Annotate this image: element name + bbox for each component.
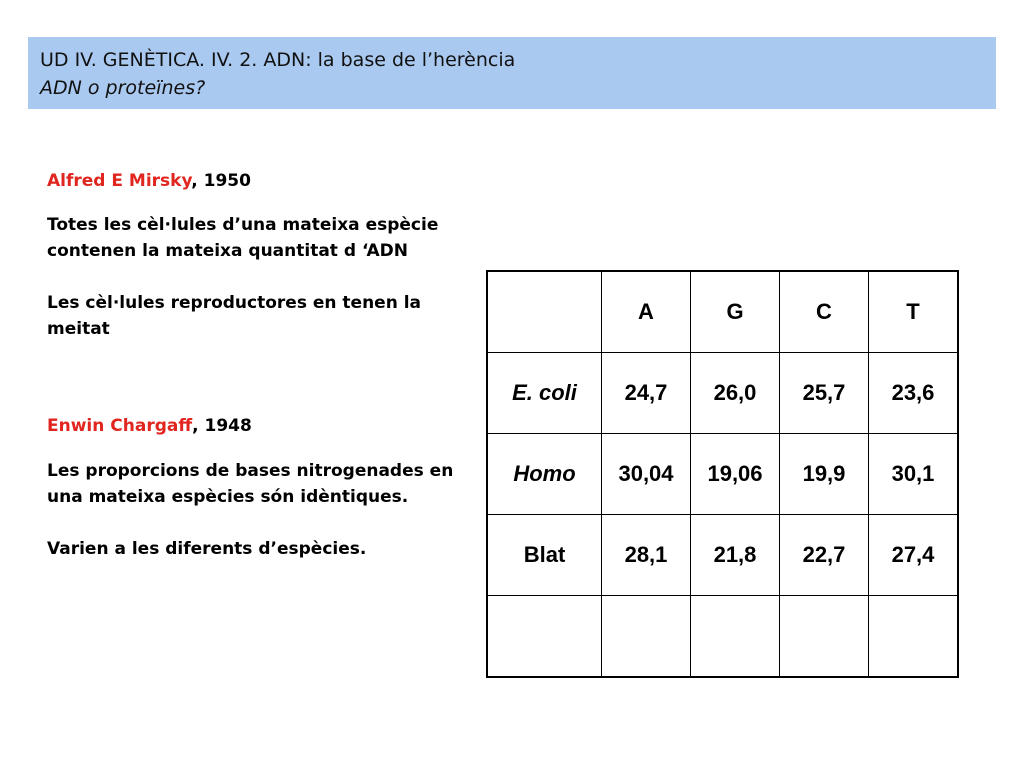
- header-cell-c: C: [780, 271, 869, 353]
- header-cell-t: T: [869, 271, 959, 353]
- table-cell: 19,06: [691, 434, 780, 515]
- table-cell: 26,0: [691, 353, 780, 434]
- slide-title: UD IV. GENÈTICA. IV. 2. ADN: la base de l’herència: [40, 49, 516, 71]
- row-label: Blat: [487, 515, 602, 596]
- table-cell: 25,7: [780, 353, 869, 434]
- table-cell: 22,7: [780, 515, 869, 596]
- chargaff-year: , 1948: [192, 416, 252, 436]
- table-cell: [602, 596, 691, 678]
- table-row: [487, 434, 958, 515]
- slide-header: [28, 37, 996, 109]
- header-cell-a: A: [602, 271, 691, 353]
- slide-subtitle: ADN o proteïnes?: [40, 77, 206, 99]
- mirsky-paragraph-2: Les cèl·lules reproductores en tenen la meitat: [47, 293, 422, 339]
- table-cell: 23,6: [869, 353, 959, 434]
- table-cell: 19,9: [780, 434, 869, 515]
- table-cell: [691, 596, 780, 678]
- chargaff-heading: [47, 413, 487, 439]
- table-cell: 28,1: [602, 515, 691, 596]
- table-cell: 27,4: [869, 515, 959, 596]
- table-row: [487, 353, 958, 434]
- mirsky-paragraph-1: Totes les cèl·lules d’una mateixa espècie contenen la mateixa quantitat d ‘ADN: [47, 215, 439, 261]
- table-row: [487, 515, 958, 596]
- base-composition-table: [486, 270, 959, 678]
- header-cell-g: G: [691, 271, 780, 353]
- table-cell: 30,1: [869, 434, 959, 515]
- row-label: Homo: [487, 434, 602, 515]
- table-cell: 24,7: [602, 353, 691, 434]
- header-cell-empty: [487, 271, 602, 353]
- chargaff-paragraph-1: Les proporcions de bases nitrogenades en una mateixa espècies són idèntiques.: [47, 461, 454, 507]
- mirsky-name: Alfred E Mirsky: [47, 171, 192, 191]
- row-label: [487, 596, 602, 678]
- table-header-row: [487, 271, 958, 353]
- table-row-empty: [487, 596, 958, 678]
- row-label: E. coli: [487, 353, 602, 434]
- mirsky-year: , 1950: [191, 171, 251, 191]
- table-cell: [869, 596, 959, 678]
- mirsky-heading: [47, 168, 487, 194]
- chargaff-name: Enwin Chargaff: [47, 416, 193, 436]
- table-cell: 30,04: [602, 434, 691, 515]
- table-cell: [780, 596, 869, 678]
- chargaff-paragraph-2: Varien a les diferents d’espècies.: [47, 539, 367, 559]
- table-cell: 21,8: [691, 515, 780, 596]
